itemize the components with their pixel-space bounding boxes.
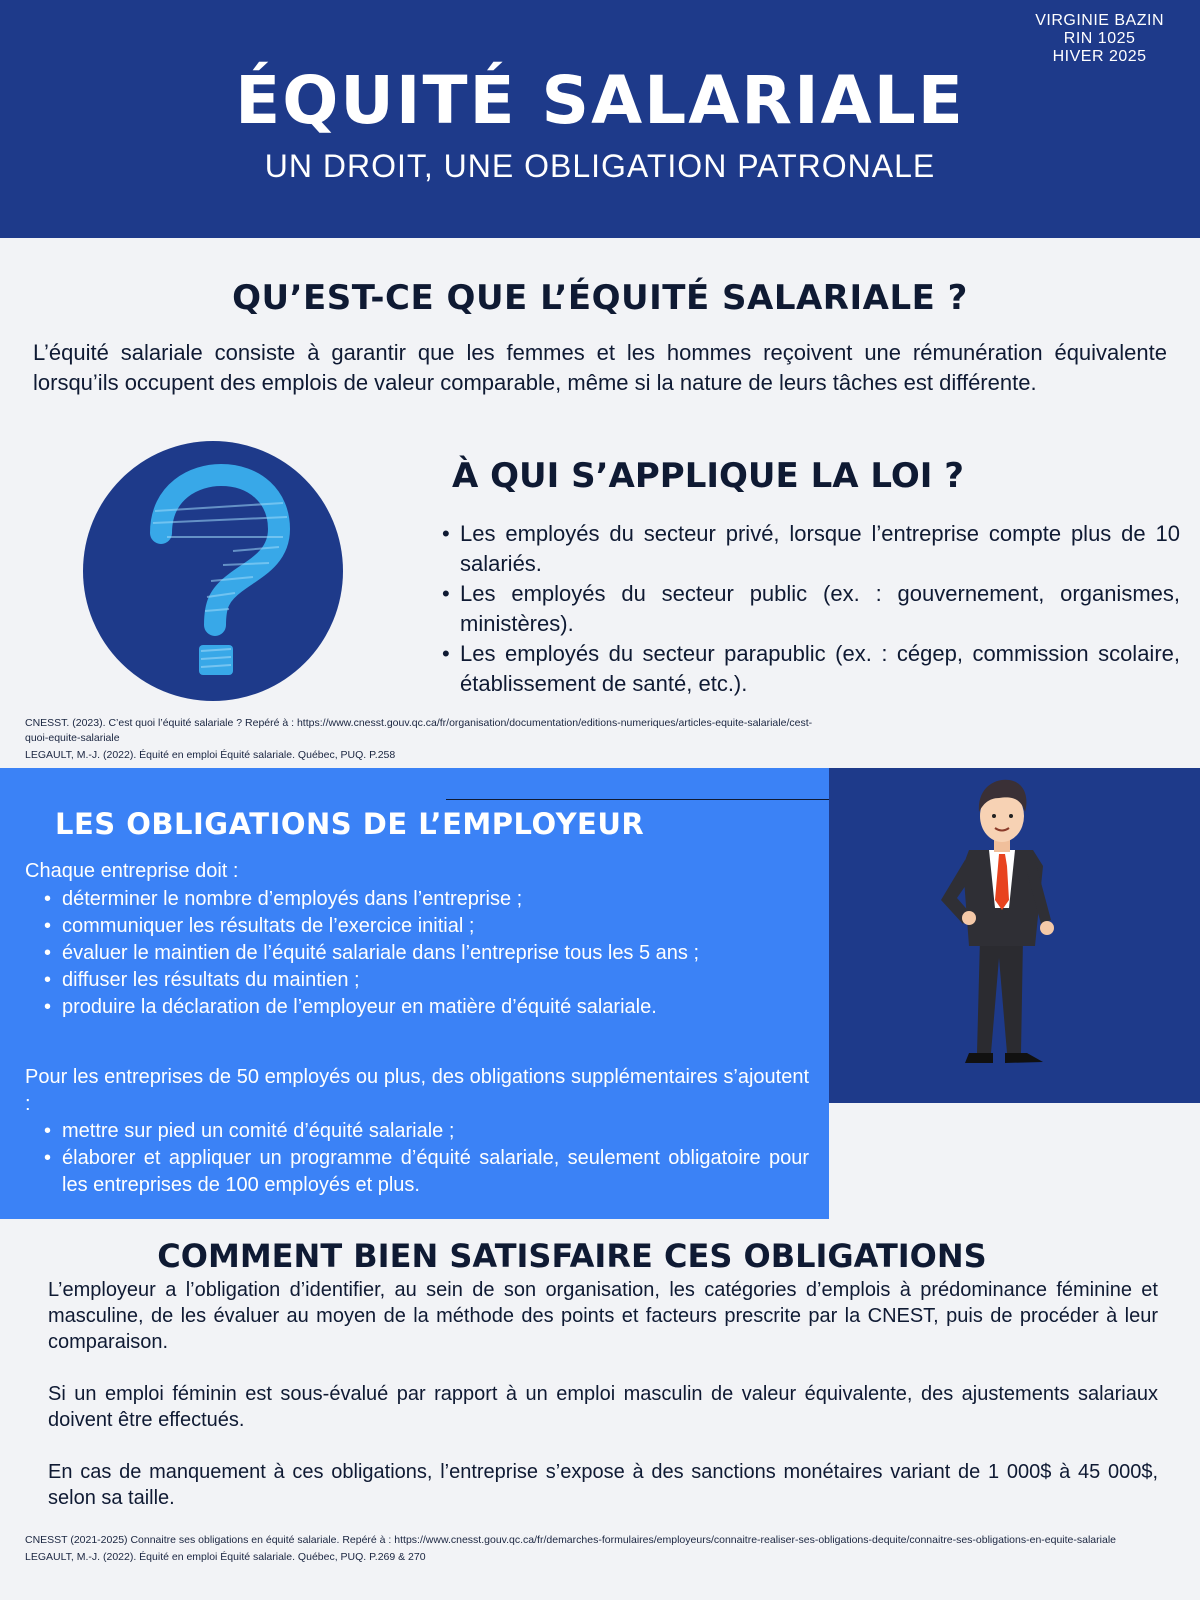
list-item: • Les employés du secteur privé, lorsque l’entreprise compte plus de 10 salariés.: [440, 519, 1180, 579]
list-item: • Les employés du secteur public (ex. : gouvernement, organismes, ministères).: [440, 579, 1180, 639]
list-item: • déterminer le nombre d’employés dans l’entreprise ;: [42, 886, 809, 913]
references-1: [25, 716, 825, 765]
obligations-list-2: [42, 1118, 809, 1199]
list-item: • produire la déclaration de l’employeur en matière d’équité salariale.: [42, 994, 809, 1021]
businessman-illustration: [829, 768, 1200, 1103]
obligations-heading: LES OBLIGATIONS DE L’EMPLOYEUR: [55, 807, 645, 841]
paragraph: L’employeur a l’obligation d’identifier, au sein de son organisation, les catégories d’emplois à prédominance féminine et masculine, de les évaluer au moyen de la méthode des points et facteurs prescrite par la CNEST, puis de procéder à leur comparaison.: [48, 1279, 1158, 1353]
list-item: • élaborer et appliquer un programme d’équité salariale, seulement obligatoire pour les entreprises de 100 employés et plus.: [42, 1145, 809, 1199]
question-mark-icon: [83, 441, 343, 701]
term: HIVER 2025: [1052, 48, 1147, 65]
definition-text: L’équité salariale consiste à garantir que les femmes et les hommes reçoivent une rémunération équivalente lorsqu’ils occupent des emplois de valeur comparable, même si la nature de leurs tâches est différente.: [33, 340, 1167, 395]
compliance-heading: COMMENT BIEN SATISFAIRE CES OBLIGATIONS: [157, 1237, 987, 1275]
author-block: [1035, 12, 1164, 66]
reference: CNESST. (2023). C’est quoi l’équité salariale ? Repéré à : https://www.cnesst.gouv.qc.ca/fr/organisation/documentation/editions-numeriques/articles-equite-salariale/cest-quoi-equite-salariale: [25, 717, 813, 744]
list-item: • Les employés du secteur parapublic (ex. : cégep, commission scolaire, établissement de santé, etc.).: [440, 639, 1180, 699]
author-name: VIRGINIE BAZIN: [1035, 12, 1164, 29]
obligations-intro-2: Pour les entreprises de 50 employés ou plus, des obligations supplémentaires s’ajoutent :: [25, 1066, 809, 1115]
course-code: RIN 1025: [1063, 30, 1136, 47]
paragraph: En cas de manquement à ces obligations, l’entreprise s’expose à des sanctions monétaires variant de 1 000$ à 45 000$, selon sa taille.: [48, 1461, 1158, 1509]
reference: CNESST (2021-2025) Connaitre ses obligations en équité salariale. Repéré à : https://www.cnesst.gouv.qc.ca/fr/demarches-formulaires/employeurs/connaitre-realiser-ses-obligations-dequite/connaitre-ses-obligations-en-equite-salariale: [25, 1534, 1116, 1546]
page-title: ÉQUITÉ SALARIALE: [235, 62, 965, 139]
illustration-panel: [829, 768, 1200, 1103]
paragraph: Si un emploi féminin est sous-évalué par rapport à un emploi masculin de valeur équivalente, des ajustements salariaux doivent être effectués.: [48, 1383, 1158, 1431]
list-item: • communiquer les résultats de l’exercice initial ;: [42, 913, 809, 940]
scope-heading: À QUI S’APPLIQUE LA LOI ?: [452, 456, 964, 496]
divider: [446, 799, 829, 800]
list-item: • évaluer le maintien de l’équité salariale dans l’entreprise tous les 5 ans ;: [42, 940, 809, 967]
header-banner: [0, 0, 1200, 238]
list-item: • mettre sur pied un comité d’équité salariale ;: [42, 1118, 809, 1145]
definition-heading: QU’EST-CE QUE L’ÉQUITÉ SALARIALE ?: [232, 278, 968, 318]
list-item: • diffuser les résultats du maintien ;: [42, 967, 809, 994]
page-subtitle: UN DROIT, UNE OBLIGATION PATRONALE: [264, 148, 936, 184]
reference: LEGAULT, M.-J. (2022). Équité en emploi Équité salariale. Québec, PUQ. P.258: [25, 749, 396, 761]
obligations-intro: Chaque entreprise doit :: [25, 860, 239, 882]
references-2: [25, 1533, 1175, 1567]
scope-list: [440, 519, 1180, 699]
obligations-list: [42, 886, 809, 1021]
reference: LEGAULT, M.-J. (2022). Équité en emploi Équité salariale. Québec, PUQ. P.269 & 270: [25, 1551, 426, 1563]
compliance-text: [48, 1277, 1158, 1537]
